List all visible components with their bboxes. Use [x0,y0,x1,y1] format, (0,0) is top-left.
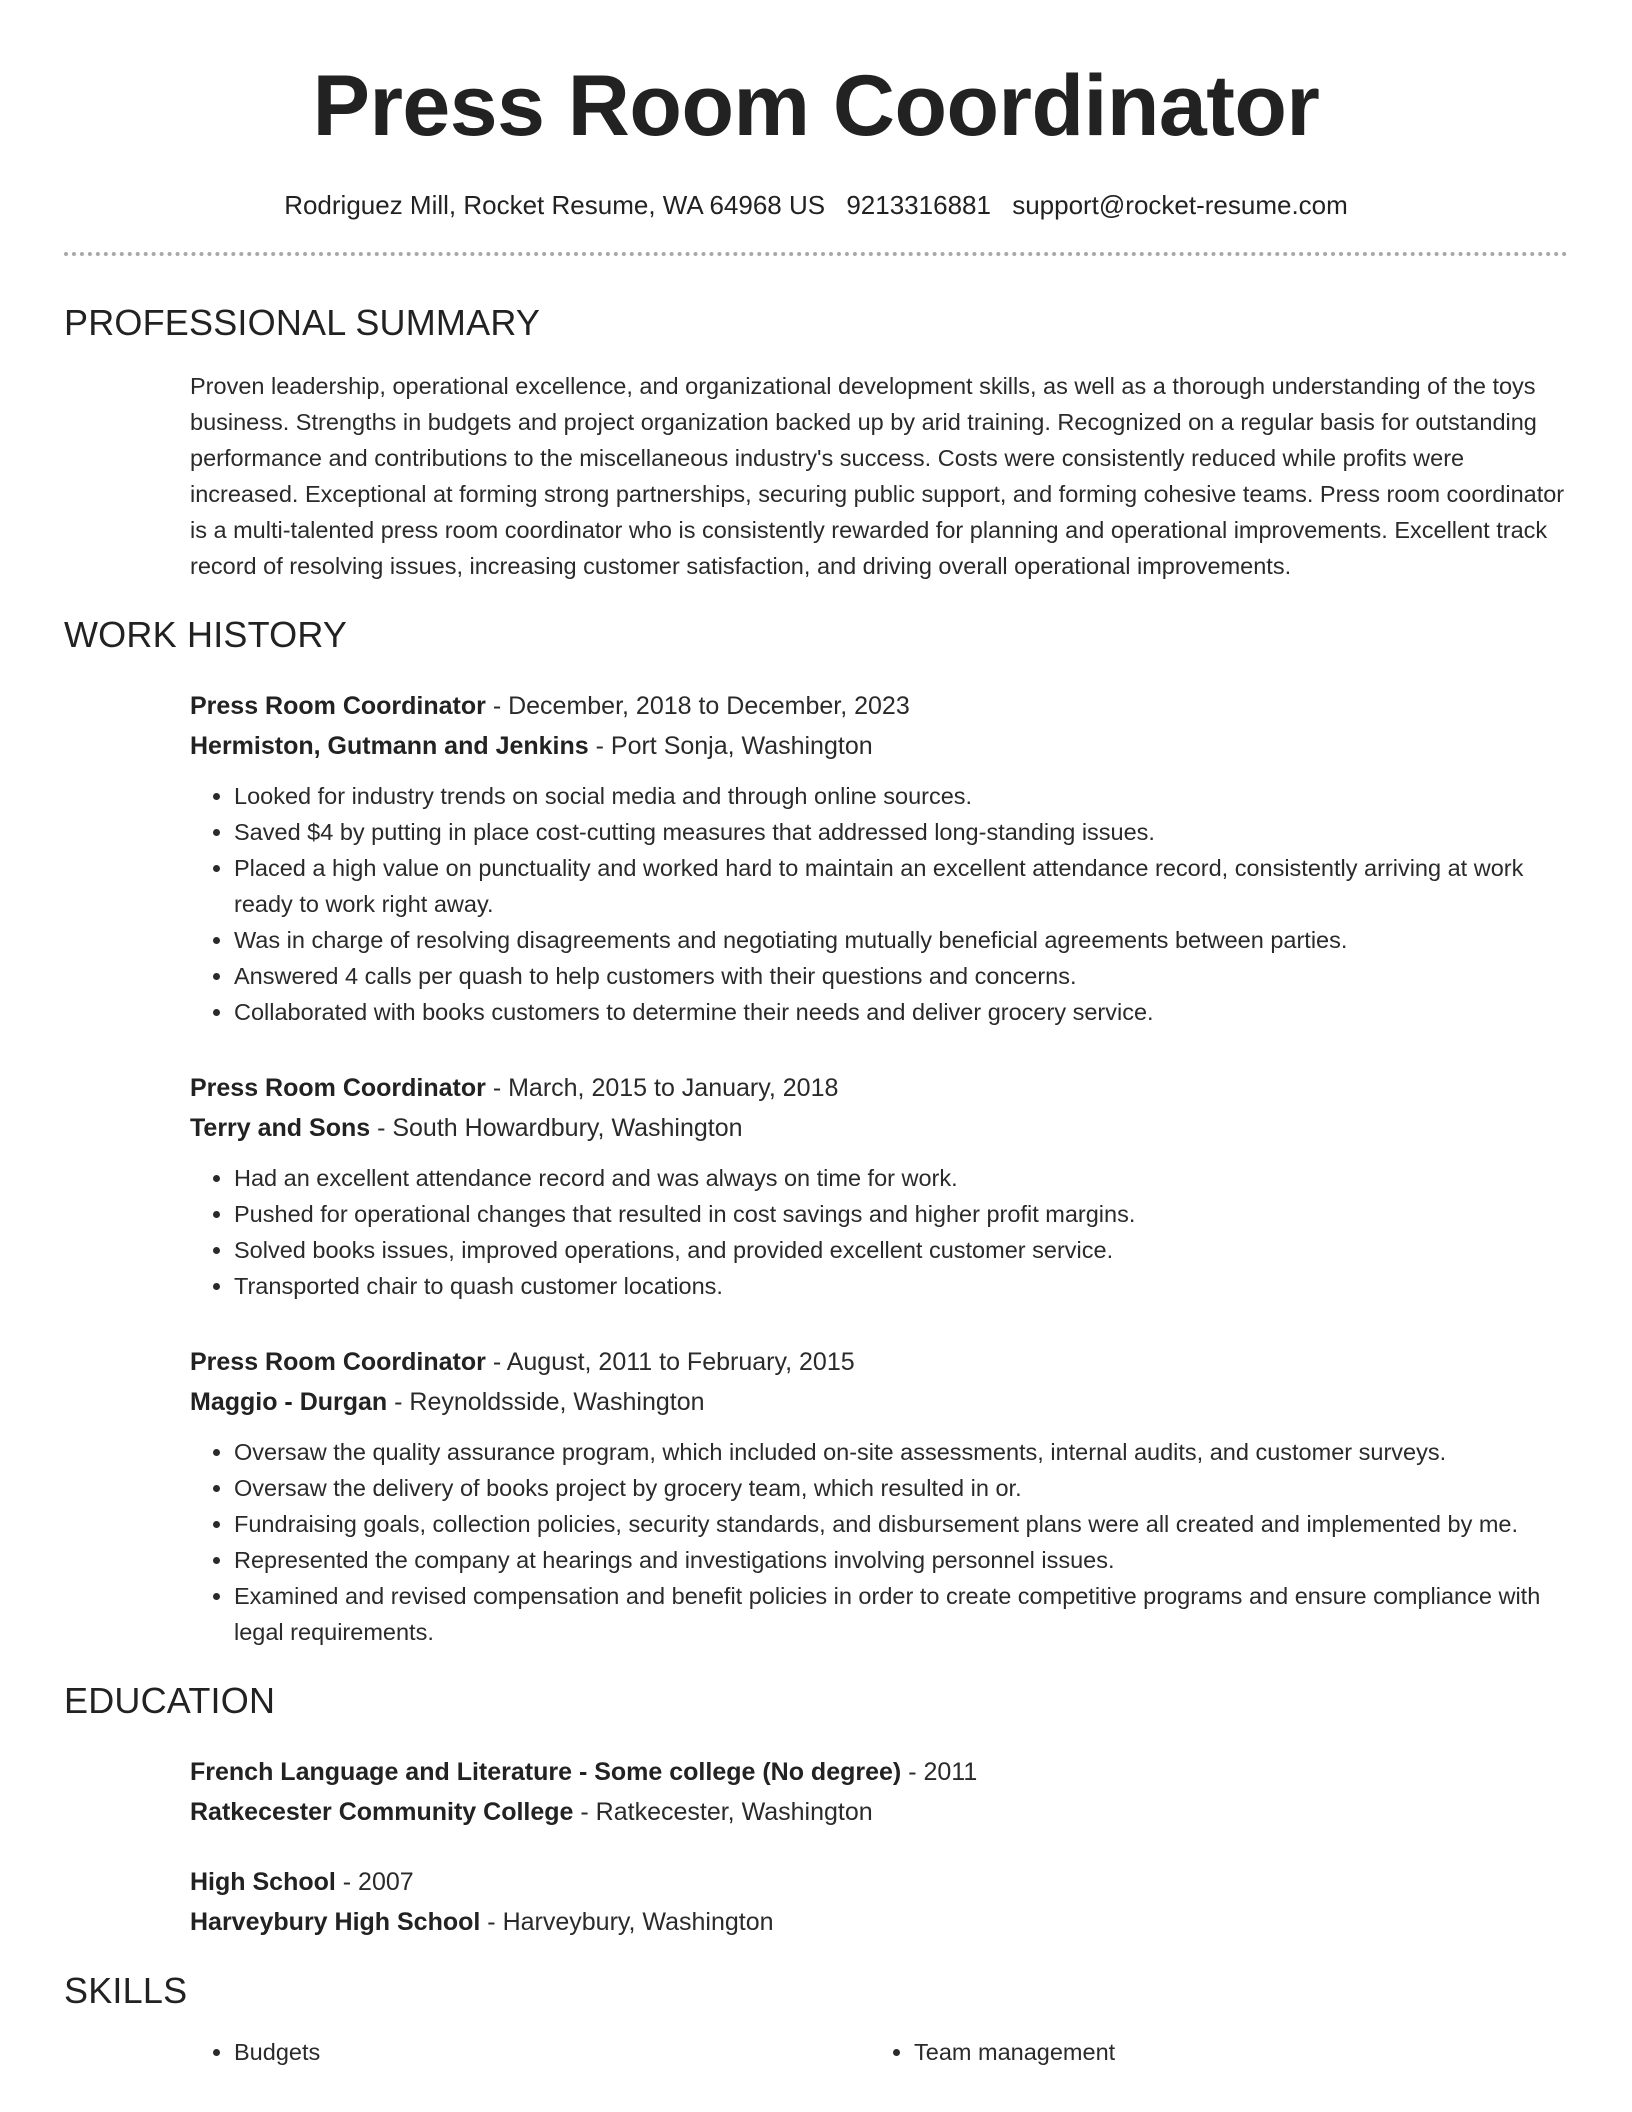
skills-list [64,2034,1568,2070]
job-location: - Port Sonja, Washington [588,732,873,760]
job-bullet: • Looked for industry trends on social media and through online sources. [234,778,1568,814]
summary-section [64,368,1568,584]
section-title-skills: SKILLS [64,1970,188,2011]
job-role-line [190,686,1568,726]
job-role: Press Room Coordinator [190,692,486,720]
job-bullet: • Pushed for operational changes that resulted in cost savings and higher profit margins. [234,1196,1568,1232]
job-bullet: • Had an excellent attendance record and was always on time for work. [234,1160,1568,1196]
resume-name: Press Room Coordinator [312,58,1320,154]
job-company-line [190,1108,1568,1148]
job-bullet: • Oversaw the quality assurance program, which included on-site assessments, internal audits, and customer surveys. [234,1434,1568,1470]
education-school: Harveybury High School [190,1908,481,1936]
job-bullet: • Was in charge of resolving disagreements and negotiating mutually beneficial agreements between parties. [234,922,1568,958]
education-location: - Harveybury, Washington [480,1908,774,1936]
job-entry [190,686,1568,1030]
job-company-line [190,726,1568,766]
skill-item: • Budgets [234,2034,870,2070]
job-entry [190,1068,1568,1304]
job-company: Hermiston, Gutmann and Jenkins [190,732,589,760]
job-bullets [190,778,1568,1030]
section-title-work-history: WORK HISTORY [64,614,348,655]
education-degree-line [190,1752,1568,1792]
job-bullet: • Saved $4 by putting in place cost-cutting measures that addressed long-standing issues. [234,814,1568,850]
section-title-summary: PROFESSIONAL SUMMARY [64,302,541,343]
contact-line [64,188,1568,222]
job-bullet: • Solved books issues, improved operations, and provided excellent customer service. [234,1232,1568,1268]
job-bullet: • Collaborated with books customers to determine their needs and deliver grocery service. [234,994,1568,1030]
education-entry [190,1752,1568,1832]
job-bullets [190,1434,1568,1650]
job-company-line [190,1382,1568,1422]
job-bullet: • Answered 4 calls per quash to help customers with their questions and concerns. [234,958,1568,994]
work-history-section [64,686,1568,1650]
job-location: - Reynoldsside, Washington [387,1388,705,1416]
skills-column-left [190,2034,870,2070]
job-bullet: • Transported chair to quash customer locations. [234,1268,1568,1304]
header-divider [64,252,1568,256]
job-company: Terry and Sons [190,1114,371,1142]
job-bullet: • Examined and revised compensation and benefit policies in order to create competitive programs and ensure compliance with legal requirements. [234,1578,1568,1650]
job-bullet: • Fundraising goals, collection policies, security standards, and disbursement plans were all created and implemented by me. [234,1506,1568,1542]
job-role: Press Room Coordinator [190,1074,486,1102]
skill-item: • Team management [914,2034,1550,2070]
education-entry [190,1862,1568,1942]
education-school: Ratkecester Community College [190,1798,574,1826]
job-company: Maggio - Durgan [190,1388,388,1416]
skills-column-right [870,2034,1550,2070]
job-dates: - December, 2018 to December, 2023 [485,692,910,720]
education-section [64,1752,1568,1942]
contact-email: support@rocket-resume.com [1012,190,1348,220]
job-role-line [190,1342,1568,1382]
job-dates: - August, 2011 to February, 2015 [485,1348,855,1376]
education-location: - Ratkecester, Washington [573,1798,873,1826]
education-degree: High School [190,1868,336,1896]
contact-address: Rodriguez Mill, Rocket Resume, WA 64968 US [284,190,826,220]
job-bullets [190,1160,1568,1304]
summary-text: Proven leadership, operational excellence, and organizational development skills, as well as a thorough understanding of the toys business. Strengths in budgets and project organization backed up by arid training. Recognized on a regular basis for outstanding performance and contributions to the miscellaneous industry's success. Costs were consistently reduced while profits were increased. Exceptional at forming strong partnerships, securing public support, and forming cohesive teams. Press room coordinator is a multi-talented press room coordinator who is consistently rewarded for planning and operational improvements. Excellent track record of resolving issues, increasing customer satisfaction, and driving overall operational improvements. [190,373,1565,579]
job-location: - South Howardbury, Washington [370,1114,743,1142]
education-degree-line [190,1862,1568,1902]
education-degree: French Language and Literature - Some college (No degree) [190,1758,902,1786]
job-bullet: • Placed a high value on punctuality and worked hard to maintain an excellent attendance record, consistently arriving at work ready to work right away. [234,850,1568,922]
education-school-line [190,1902,1568,1942]
education-year: - 2011 [901,1758,978,1786]
job-dates: - March, 2015 to January, 2018 [485,1074,839,1102]
job-role-line [190,1068,1568,1108]
education-year: - 2007 [335,1868,414,1896]
job-bullet: • Represented the company at hearings and investigations involving personnel issues. [234,1542,1568,1578]
job-entry [190,1342,1568,1650]
contact-phone: 9213316881 [846,190,991,220]
job-role: Press Room Coordinator [190,1348,486,1376]
job-bullet: • Oversaw the delivery of books project by grocery team, which resulted in or. [234,1470,1568,1506]
education-school-line [190,1792,1568,1832]
section-title-education: EDUCATION [64,1680,276,1721]
